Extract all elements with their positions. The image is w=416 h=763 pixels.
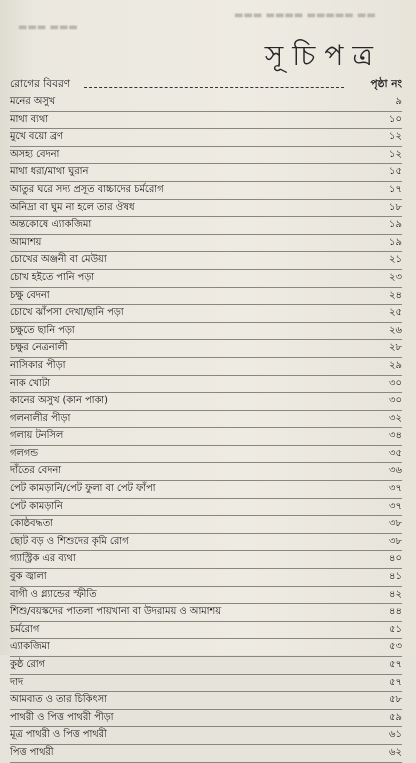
toc-entry-name: মনের অসুখ <box>10 96 56 107</box>
page-title: সূচিপত্র <box>264 39 382 72</box>
toc-entry <box>10 288 402 306</box>
toc-entry-name: মাথা ধরা/মাথা ঘুরান <box>10 166 89 178</box>
toc-entry-page: ৫৩ <box>389 641 402 653</box>
toc-entry <box>10 270 402 288</box>
toc-entry-name: অসহ্য বেদনা <box>10 148 60 160</box>
toc-entry <box>10 147 402 165</box>
toc-entry-page: ২৩ <box>388 271 402 283</box>
toc-entry-page: ৩০ <box>388 395 402 407</box>
toc-entry <box>10 604 402 622</box>
toc-entry-name: পাথরী ও পিত্ত পাথরী পীড়া <box>10 711 114 723</box>
toc-entry-page: ১৯ <box>389 219 402 231</box>
header-page-label: পৃষ্ঠা নং <box>370 78 402 90</box>
toc-entry-page: ৫৭ <box>389 676 402 688</box>
toc-entry-name: চোখ হইতে পানি পড়া <box>10 271 95 283</box>
toc-entry-page: ২৫ <box>389 307 402 319</box>
toc-entry-page: ১৮ <box>389 201 402 213</box>
toc-entry <box>10 94 402 112</box>
toc-entry-page: ১৭ <box>389 183 402 195</box>
toc-entry-name: চক্ষু বেদনা <box>10 289 50 301</box>
toc-entry-name: শিশু/বয়স্কদের পাতলা পায়খানা বা উদরাময় ও আমাশয় <box>10 606 221 618</box>
toc-entry-page: ১৯ <box>389 236 402 248</box>
toc-entry-page: ৫১ <box>389 623 402 635</box>
toc-entry-page: ৩৪ <box>389 430 402 442</box>
toc-entry-name: পেট কামড়ানি/পেট ফুলা বা পেট ফাঁপা <box>10 483 156 495</box>
toc-entry-name: কুষ্ঠ রোগ <box>10 659 45 670</box>
toc-entry-page: ২৬ <box>388 324 402 336</box>
toc-entry-page: ৬২ <box>388 746 402 758</box>
toc-entry-page: ৫৮ <box>389 694 402 706</box>
toc-entry-page: ৩৬ <box>388 465 402 477</box>
toc-entry-page: ৫৭ <box>389 659 402 670</box>
toc-entry <box>10 129 402 147</box>
toc-entry-name: কানের অসুখ (কান পাকা) <box>10 395 108 407</box>
toc-entry <box>10 340 402 358</box>
toc-entry <box>10 481 402 499</box>
toc-entry <box>10 393 402 411</box>
toc-entry <box>10 252 402 270</box>
toc-entry-name: পেট কামড়ানি <box>10 500 63 512</box>
toc-entry <box>10 411 402 429</box>
toc-entry <box>10 657 402 675</box>
toc-entry-page: ৩৫ <box>389 447 402 459</box>
toc-entry-page: ৩৭ <box>388 483 402 495</box>
toc-entry <box>10 639 402 657</box>
toc-entry-page: ৯ <box>395 96 402 107</box>
header-leader <box>84 87 344 88</box>
toc-entry <box>10 675 402 693</box>
toc-entry-name: চর্মরোগ <box>10 623 40 635</box>
toc-entry-name: আমাশয় <box>10 236 42 248</box>
toc-entry-name: গলনালীর পীড়া <box>10 412 71 424</box>
toc-entry-name: গলগন্ড <box>10 447 38 459</box>
toc-entry-page: ৩২ <box>388 412 402 424</box>
toc-entry-page: ২৮ <box>389 342 402 354</box>
toc-entry-page: ৪২ <box>389 588 402 600</box>
toc-entry <box>10 692 402 710</box>
toc-entry <box>10 323 402 341</box>
toc-header <box>10 76 402 92</box>
toc-entry-name: আতুর ঘরে সদ্য প্রসূত বাচ্চাদের চর্মরোগ <box>10 183 164 195</box>
toc-entry-name: দাঁতের বেদনা <box>10 465 62 477</box>
toc-entry-name: চোখের অঞ্জনী বা মেউয়া <box>10 254 107 266</box>
toc-entry <box>10 182 402 200</box>
toc-entry <box>10 235 402 253</box>
toc-entry <box>10 164 402 182</box>
toc-entry-page: ৫৯ <box>389 711 402 723</box>
toc-entry <box>10 200 402 218</box>
toc-entry-page: ৪০ <box>389 553 402 565</box>
toc-entry <box>10 499 402 517</box>
toc-entry-name: পিত্ত পাথরী <box>10 746 54 758</box>
toc-entry-page: ১৫ <box>389 166 402 178</box>
toc-entry-page: ৩০ <box>388 377 402 389</box>
toc-entry-name: বুক জ্বালা <box>10 571 47 583</box>
toc-entry-page: ২১ <box>389 254 402 266</box>
toc-entry-name: অনিদ্রা বা ঘুম না হলে তার ঔষধ <box>10 201 135 213</box>
toc-entry <box>10 727 402 745</box>
toc-entry-name: আমবাত ও তার চিকিৎসা <box>10 694 107 706</box>
toc-entry <box>10 217 402 235</box>
toc-entry-name: মাথা ব্যথা <box>10 113 49 125</box>
toc-entry-page: ৩৭ <box>388 500 402 512</box>
toc-entry-name: নাক খোটা <box>10 377 51 389</box>
toc-entry-name: কোষ্ঠবদ্ধতা <box>10 518 53 530</box>
toc-entry <box>10 463 402 481</box>
toc-entry <box>10 551 402 569</box>
toc-entry-name: চক্ষুর নেত্রনালী <box>10 342 68 354</box>
toc-entry-name: নাসিকার পীড়া <box>10 359 66 371</box>
toc-entry-page: ৪১ <box>389 571 402 583</box>
toc-entry <box>10 710 402 728</box>
toc-entry-name: এ্যাকজিমা <box>10 641 50 653</box>
toc-entry-name: চোখে ঝাঁপসা দেখা/ছানি পড়া <box>10 307 124 319</box>
toc-entry <box>10 534 402 552</box>
toc-entry-name: মূত্র পাথরী ও পিত্ত পাথরী <box>10 729 107 741</box>
toc-entry-page: ১২ <box>389 148 402 160</box>
toc-entry-name: চক্ষুতে ছানি পড়া <box>10 324 75 336</box>
toc-entry <box>10 305 402 323</box>
toc-entry-name: অন্তকোষে এ্যাকজিমা <box>10 219 92 231</box>
toc-entry <box>10 428 402 446</box>
toc-entry-name: গলায় টনসিল <box>10 430 64 442</box>
toc-entry-name: গ্যাস্ট্রিক এর ব্যথা <box>10 553 76 565</box>
toc-entry <box>10 622 402 640</box>
toc-entry <box>10 376 402 394</box>
toc-entry <box>10 358 402 376</box>
toc-entry-page: ৬১ <box>389 729 402 741</box>
toc-entry-page: ১০ <box>389 113 402 125</box>
toc-entry-name: বাগী ও গ্ল্যান্ডের স্ফীতি <box>10 588 97 600</box>
toc-entry <box>10 587 402 605</box>
toc-entry <box>10 112 402 130</box>
toc-entry <box>10 569 402 587</box>
toc-entry-page: ৩৮ <box>389 518 402 530</box>
toc-entry <box>10 446 402 464</box>
toc-entry-page: ২৯ <box>389 359 402 371</box>
toc-entry-page: ২৪ <box>389 289 402 301</box>
toc-entry-name: দাদ <box>10 676 24 688</box>
toc-entry-page: ৪৪ <box>389 606 402 618</box>
toc-entry <box>10 745 402 763</box>
toc-list <box>10 94 402 763</box>
toc-entry-name: মুখে বয়ো ব্রণ <box>10 131 63 143</box>
header-disease-label: রোগের বিবরণ <box>10 78 71 90</box>
toc-entry-page: ৩৮ <box>389 535 402 547</box>
toc-entry <box>10 516 402 534</box>
toc-entry-page: ১২ <box>389 131 402 143</box>
toc-entry-name: ছোট বড় ও শিশুদের কৃমি রোগ <box>10 535 129 547</box>
bleed-through-text: ▬▬▬ ▬▬▬▬ ▬▬▬▬▬ ▬▬ ▬▬▬ ▬▬▬ <box>18 10 376 33</box>
